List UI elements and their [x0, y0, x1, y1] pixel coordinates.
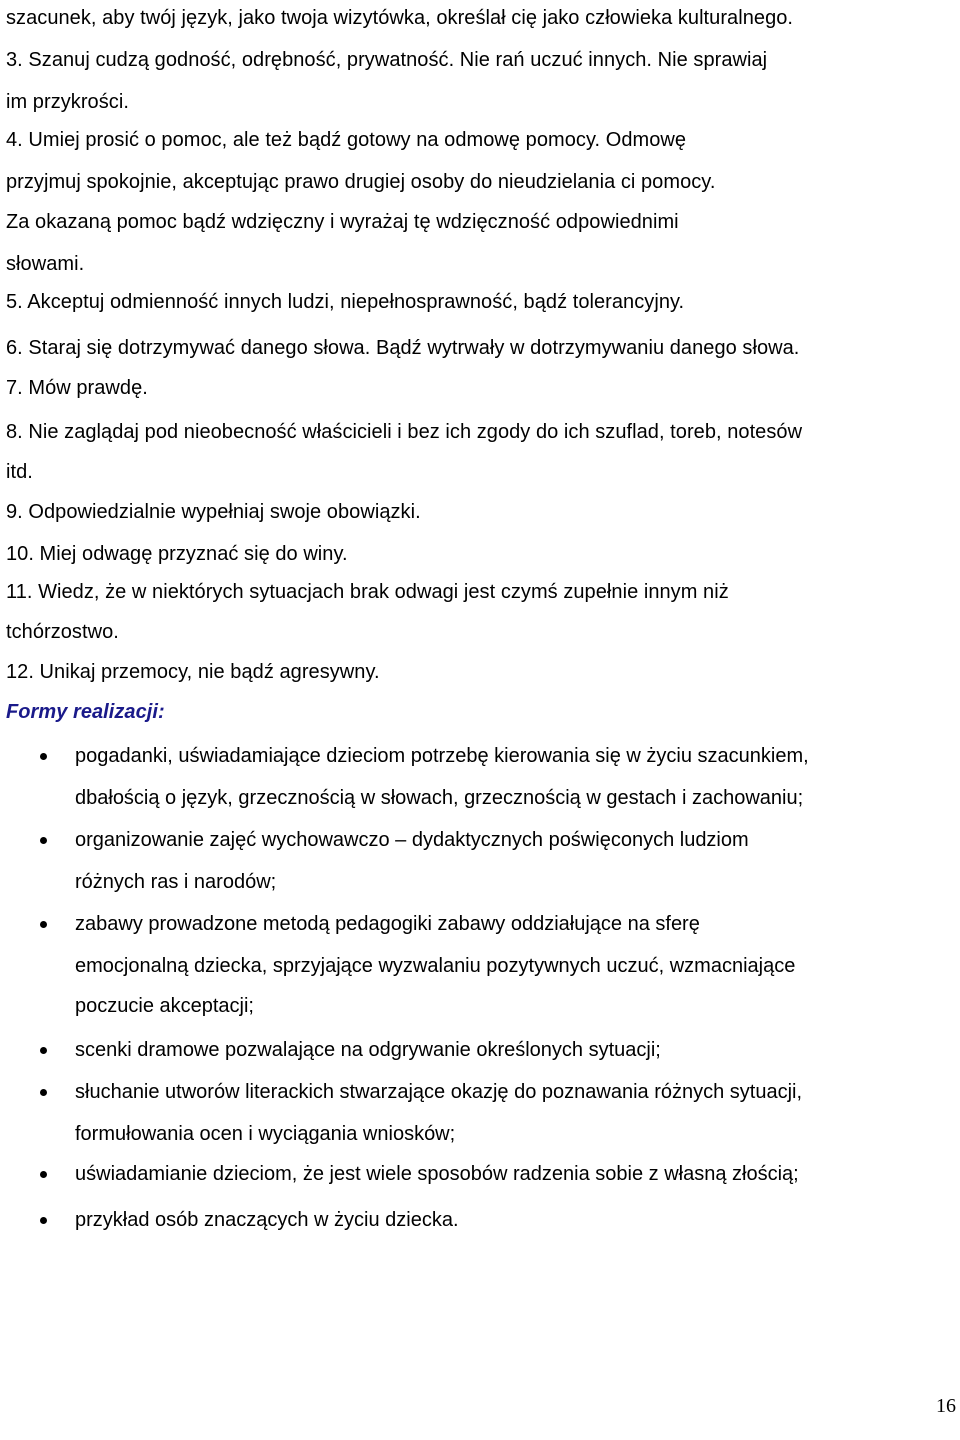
bullet-dot-icon — [40, 1047, 47, 1054]
bullet-line: dbałością o język, grzecznością w słowach, grzecznością w gestach i zachowaniu; — [75, 787, 804, 809]
page-number: 16 — [936, 1395, 956, 1417]
body-line: itd. — [6, 461, 33, 483]
bullet-dot-icon — [40, 1217, 47, 1224]
body-line: 6. Staraj się dotrzymywać danego słowa. Bądź wytrwały w dotrzymywaniu danego słowa. — [6, 337, 800, 359]
body-line: 9. Odpowiedzialnie wypełniaj swoje obowiązki. — [6, 501, 421, 523]
body-line: 8. Nie zaglądaj pod nieobecność właścicieli i bez ich zgody do ich szuflad, toreb, notesów — [6, 421, 803, 443]
bullet-line: formułowania ocen i wyciągania wniosków; — [75, 1123, 456, 1145]
bullet-dot-icon — [40, 921, 47, 928]
body-line: Za okazaną pomoc bądź wdzięczny i wyrażaj tę wdzięczność odpowiednimi — [6, 211, 679, 233]
bullet-dot-icon — [40, 1089, 47, 1096]
bullet-line: słuchanie utworów literackich stwarzające okazję do poznawania różnych sytuacji, — [75, 1081, 803, 1103]
body-line: słowami. — [6, 253, 85, 275]
bullet-line: pogadanki, uświadamiające dzieciom potrzebę kierowania się w życiu szacunkiem, — [75, 745, 809, 767]
bullet-line: przykład osób znaczących w życiu dziecka. — [75, 1209, 459, 1231]
section-heading: Formy realizacji: — [6, 701, 165, 723]
body-line: 12. Unikaj przemocy, nie bądź agresywny. — [6, 661, 380, 683]
body-line: 4. Umiej prosić o pomoc, ale też bądź gotowy na odmowę pomocy. Odmowę — [6, 129, 687, 151]
bullet-line: emocjonalną dziecka, sprzyjające wyzwalaniu pozytywnych uczuć, wzmacniające — [75, 955, 796, 977]
body-line: 3. Szanuj cudzą godność, odrębność, prywatność. Nie rań uczuć innych. Nie sprawiaj — [6, 49, 768, 71]
bullet-line: scenki dramowe pozwalające na odgrywanie określonych sytuacji; — [75, 1039, 661, 1061]
body-line: im przykrości. — [6, 91, 129, 113]
body-line: tchórzostwo. — [6, 621, 119, 643]
bullet-dot-icon — [40, 837, 47, 844]
body-line: 10. Miej odwagę przyznać się do winy. — [6, 543, 348, 565]
bullet-line: poczucie akceptacji; — [75, 995, 254, 1017]
bullet-line: uświadamianie dzieciom, że jest wiele sposobów radzenia sobie z własną złością; — [75, 1163, 799, 1185]
bullet-line: zabawy prowadzone metodą pedagogiki zabawy oddziałujące na sferę — [75, 913, 700, 935]
body-line: 5. Akceptuj odmienność innych ludzi, niepełnosprawność, bądź tolerancyjny. — [6, 291, 685, 313]
body-line: 7. Mów prawdę. — [6, 377, 148, 399]
bullet-line: organizowanie zajęć wychowawczo – dydaktycznych poświęconych ludziom — [75, 829, 749, 851]
body-line: przyjmuj spokojnie, akceptując prawo drugiej osoby do nieudzielania ci pomocy. — [6, 171, 716, 193]
bullet-dot-icon — [40, 1171, 47, 1178]
body-line: 11. Wiedz, że w niektórych sytuacjach brak odwagi jest czymś zupełnie innym niż — [6, 581, 729, 603]
body-line: szacunek, aby twój język, jako twoja wizytówka, określał cię jako człowieka kulturalnego. — [6, 7, 794, 29]
bullet-line: różnych ras i narodów; — [75, 871, 277, 893]
bullet-dot-icon — [40, 753, 47, 760]
